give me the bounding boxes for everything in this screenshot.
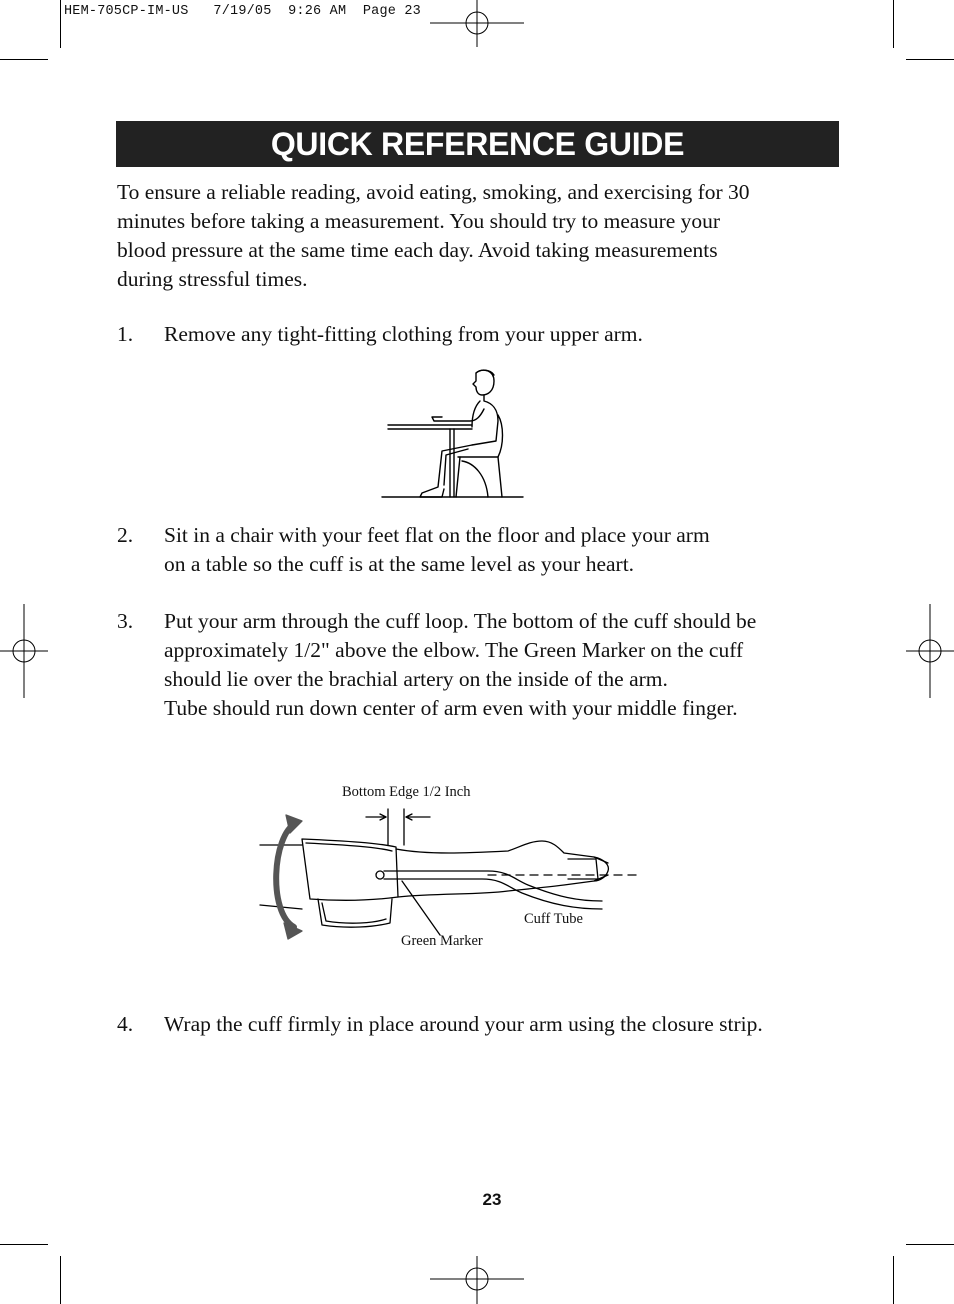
step-number: 4. (117, 1012, 134, 1036)
step-number: 2. (117, 523, 134, 547)
cuff-tube-label: Cuff Tube (524, 911, 583, 927)
intro-line: To ensure a reliable reading, avoid eating, smoking, and exercising for 30 (117, 180, 750, 204)
intro-line: during stressful times. (117, 267, 308, 291)
step-text: Put your arm through the cuff loop. The bottom of the cuff should be (164, 609, 757, 633)
title-banner (116, 121, 839, 167)
page-number: 23 (482, 1190, 502, 1209)
cuff-arm-illustration (258, 805, 658, 945)
bottom-edge-label: Bottom Edge 1/2 Inch (342, 784, 471, 800)
seated-person-illustration (380, 365, 540, 505)
step-text: Tube should run down center of arm even with your middle finger. (164, 696, 738, 720)
step-number: 3. (117, 609, 134, 633)
intro-line: blood pressure at the same time each day. Avoid taking measurements (117, 238, 718, 262)
step-text: Sit in a chair with your feet flat on the floor and place your arm (164, 523, 710, 547)
intro-paragraph (117, 178, 837, 294)
step-text: should lie over the brachial artery on the inside of the arm. (164, 667, 668, 691)
step-text: Wrap the cuff firmly in place around your arm using the closure strip. (164, 1012, 763, 1036)
page-title: QUICK REFERENCE GUIDE (270, 125, 685, 162)
step-text: approximately 1/2" above the elbow. The Green Marker on the cuff (164, 638, 744, 662)
intro-line: minutes before taking a measurement. You should try to measure your (117, 209, 721, 233)
step-text: on a table so the cuff is at the same level as your heart. (164, 552, 635, 576)
step-text: Remove any tight-fitting clothing from your upper arm. (164, 322, 643, 346)
green-marker-label: Green Marker (401, 933, 483, 949)
print-slug: HEM-705CP-IM-US 7/19/05 9:26 AM Page 23 (64, 4, 421, 19)
step-number: 1. (117, 322, 134, 346)
